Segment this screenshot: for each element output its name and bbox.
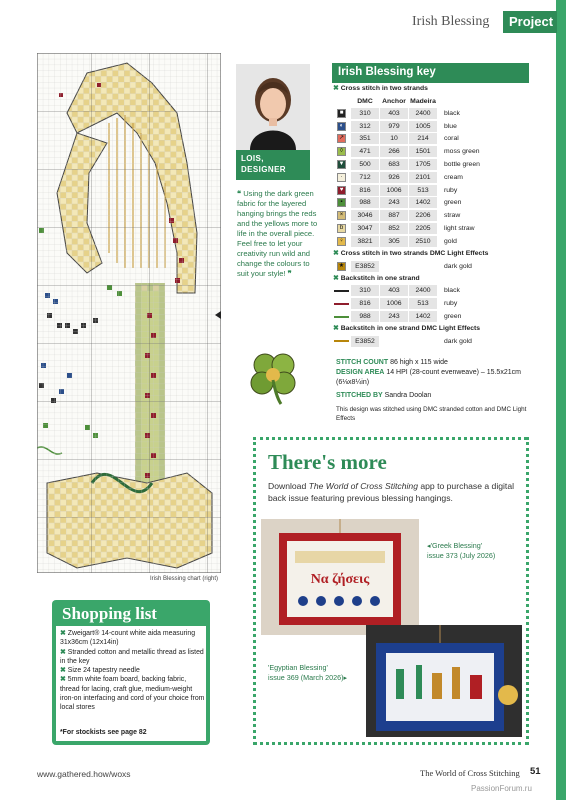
thread-symbol (332, 223, 351, 234)
anchor-code: 887 (380, 210, 408, 221)
dmc-code: 3046 (351, 210, 379, 221)
anchor-code: 10 (380, 133, 408, 144)
key-row (332, 222, 529, 235)
key-row (332, 285, 529, 298)
chart-caption: Irish Blessing chart (right) (150, 576, 219, 582)
anchor-code: 243 (380, 197, 408, 208)
thread-symbol (332, 108, 351, 119)
section-tag: Project (503, 11, 557, 33)
dmc-code: 988 (351, 311, 379, 322)
anchor-code: 926 (380, 172, 408, 183)
caption-arrow-icon: ▸ (343, 673, 348, 682)
cross-icon: ✖ (333, 274, 339, 282)
anchor-code: 403 (380, 285, 408, 296)
col-header-dmc: DMC (357, 97, 373, 105)
thread-symbol (332, 261, 351, 272)
more-box-border-bottom (253, 742, 529, 745)
greek-blessing-caption: ◂'Greek Blessing' issue 373 (July 2026) (427, 541, 496, 560)
thread-name: bottle green (444, 161, 480, 169)
key-row (332, 260, 529, 273)
thread-symbol (332, 133, 351, 144)
dmc-code: 500 (351, 159, 379, 170)
madeira-code: 513 (409, 298, 437, 309)
page-number: 51 (530, 766, 541, 777)
anchor-code: 266 (380, 146, 408, 157)
designer-label (236, 150, 310, 180)
key-section-heading: ✖ Backstitch in one strand DMC Light Effects (333, 324, 481, 332)
backstitch-line-icon (334, 303, 349, 305)
backstitch-line-icon (334, 340, 349, 342)
anchor-code: 243 (380, 311, 408, 322)
madeira-code: 1501 (409, 146, 437, 157)
thread-name: dark gold (444, 262, 472, 270)
anchor-code: 1006 (380, 185, 408, 196)
shopping-item-text: Stranded cotton and metallic thread as listed in the key (60, 648, 204, 665)
symbol-swatch-icon: ♥ (337, 186, 346, 195)
madeira-code: 2400 (409, 108, 437, 119)
symbol-swatch-icon: ▪ (337, 198, 346, 207)
key-column-headers (332, 95, 529, 107)
backstitch-line-icon (334, 316, 349, 318)
key-row (332, 235, 529, 248)
thread-symbol (332, 285, 351, 296)
key-row (332, 158, 529, 171)
thread-symbol (332, 210, 351, 221)
madeira-code: 1705 (409, 159, 437, 170)
egyptian-blessing-caption: 'Egyptian Blessing' issue 369 (March 2026)▸ (268, 663, 348, 682)
shamrock-stitched-image (245, 348, 301, 406)
thread-symbol (332, 121, 351, 132)
more-box-border-right (526, 437, 529, 745)
dmc-code: 310 (351, 108, 379, 119)
chart-centre-arrow-icon (215, 311, 221, 319)
key-row (332, 171, 529, 184)
anchor-code: 305 (380, 236, 408, 247)
thread-symbol (332, 236, 351, 247)
symbol-swatch-icon: ■ (337, 109, 346, 118)
stitch-count: STITCH COUNT 86 high x 115 wide (336, 359, 448, 366)
cross-stitch-chart (37, 53, 221, 573)
dmc-code: 988 (351, 197, 379, 208)
thread-name: light straw (444, 225, 475, 233)
key-row (332, 310, 529, 323)
dmc-code: 3821 (351, 236, 379, 247)
thread-key (332, 83, 529, 348)
anchor-code: 1006 (380, 298, 408, 309)
designer-name: LOIS, (241, 154, 264, 163)
shopping-list-item (60, 648, 206, 667)
dmc-code: 712 (351, 172, 379, 183)
shopping-list-items (60, 629, 206, 713)
shopping-list-title: Shopping list (62, 604, 157, 623)
greek-blessing-photo (261, 519, 419, 635)
thread-name: black (444, 109, 460, 117)
dmc-code: 3047 (351, 223, 379, 234)
backstitch-line-icon (334, 290, 349, 292)
symbol-swatch-icon: ♀ (337, 237, 346, 246)
thread-name: ruby (444, 186, 458, 194)
shopping-list-item (60, 666, 206, 675)
thread-name: ruby (444, 300, 458, 308)
symbol-swatch-icon: ↗ (338, 135, 345, 142)
madeira-code: 214 (409, 133, 437, 144)
key-row (332, 145, 529, 158)
key-row (332, 335, 529, 348)
thread-symbol (332, 298, 351, 309)
page-edge-stripe (556, 0, 566, 800)
shopping-list-item (60, 629, 206, 648)
key-row (332, 297, 529, 310)
madeira-code: 2101 (409, 172, 437, 183)
symbol-swatch-icon: × (337, 211, 346, 220)
thread-name: black (444, 287, 460, 295)
symbol-swatch-icon: · (337, 173, 346, 182)
thread-symbol (332, 336, 351, 347)
dmc-code: E3852 (351, 261, 379, 272)
madeira-code: 2205 (409, 223, 437, 234)
footer-magazine: The World of Cross Stitching (420, 768, 520, 778)
cross-icon: ✖ (60, 648, 66, 656)
symbol-swatch-icon: ▼ (338, 161, 345, 168)
madeira-code: 2400 (409, 285, 437, 296)
more-text: Download The World of Cross Stitching app to purchase a digital back issue featuring previous blessing hangings. (268, 481, 515, 503)
close-quote-icon: ❞ (285, 269, 292, 278)
key-title: Irish Blessing key (332, 63, 529, 83)
thread-symbol (332, 197, 351, 208)
caption-arrow-icon: ◂ (427, 541, 431, 550)
dmc-code: 471 (351, 146, 379, 157)
madeira-code: 2206 (409, 210, 437, 221)
key-section-heading: ✖ Backstitch in one strand (333, 274, 420, 282)
anchor-code: 683 (380, 159, 408, 170)
shopping-item-text: Size 24 tapestry needle (67, 667, 140, 675)
madeira-code: 513 (409, 185, 437, 196)
thread-name: coral (444, 135, 459, 143)
dmc-code: E3852 (351, 336, 379, 347)
designer-quote-text: Using the dark green fabric for the layered hanging brings the reds and the yellows more to life in the overall piece. Feel free to let your creativity run wild and change the colours to suit your style! (237, 189, 318, 278)
open-quote-icon: ❝ (237, 189, 244, 198)
svg-text:Να ζήσεις: Να ζήσεις (310, 572, 370, 587)
cross-icon: ✖ (333, 85, 339, 92)
stockists-note: *For stockists see page 82 (60, 729, 147, 736)
symbol-swatch-icon: ★ (338, 262, 345, 269)
dmc-code: 816 (351, 185, 379, 196)
thread-symbol (332, 146, 351, 157)
pattern-details (336, 358, 536, 423)
thread-name: blue (444, 122, 457, 130)
shopping-item-text: 5mm white foam board, backing fabric, thread for lacing, craft glue, medium-weight iron-on interfacing and cord of your choice from local stores (60, 676, 205, 712)
thread-name: dark gold (444, 337, 472, 345)
madeira-code: 1005 (409, 121, 437, 132)
thread-symbol (332, 159, 351, 170)
thread-symbol (332, 311, 351, 322)
watermark: PassionForum.ru (471, 784, 532, 793)
madeira-code: 1402 (409, 197, 437, 208)
dmc-code: 312 (351, 121, 379, 132)
designer-quote (237, 189, 319, 279)
cross-icon: ✖ (60, 630, 66, 637)
key-section-heading: ✖ Cross stitch in two strands DMC Light Effects (333, 249, 489, 257)
dmc-code: 816 (351, 298, 379, 309)
shopping-list-item (60, 675, 206, 712)
thread-symbol (332, 172, 351, 183)
key-row (332, 107, 529, 120)
thread-name: green (444, 313, 462, 321)
stitched-by: STITCHED BY Sandra Doolan (336, 392, 432, 399)
anchor-code: 852 (380, 223, 408, 234)
thread-name: cream (444, 173, 463, 181)
key-row (332, 120, 529, 133)
section-title: Irish Blessing (412, 14, 490, 29)
cross-icon: ✖ (60, 667, 66, 675)
col-header-anchor: Anchor (382, 97, 406, 105)
thread-name: gold (444, 237, 457, 245)
designer-photo (236, 64, 310, 150)
more-title: There's more (268, 450, 387, 474)
key-section-heading: ✖ Cross stitch in two strands (333, 85, 428, 92)
col-header-madeira: Madeira (410, 97, 436, 105)
thread-name: moss green (444, 148, 480, 156)
key-row (332, 209, 529, 222)
key-row (332, 184, 529, 197)
thread-name: green (444, 199, 462, 207)
anchor-code: 403 (380, 108, 408, 119)
design-area: DESIGN AREA 14 HPI (28-count evenweave) – 15.5x21cm (6⅛x8¼in) (336, 369, 521, 386)
symbol-swatch-icon: ◐ (337, 122, 346, 131)
shopping-item-text: Zweigart® 14-count white aida measuring 31x36cm (12x14in) (60, 630, 196, 647)
egyptian-blessing-photo (366, 625, 522, 737)
dmc-code: 351 (351, 133, 379, 144)
madeira-code: 2510 (409, 236, 437, 247)
cross-icon: ✖ (333, 324, 339, 332)
symbol-swatch-icon: b (337, 224, 346, 233)
dmc-code: 310 (351, 285, 379, 296)
footer-url[interactable]: www.gathered.how/woxs (37, 769, 131, 779)
cross-icon: ✖ (60, 676, 66, 684)
anchor-code: 979 (380, 121, 408, 132)
key-row (332, 133, 529, 146)
thread-name: straw (444, 212, 461, 220)
cross-icon: ✖ (333, 249, 339, 257)
key-row (332, 197, 529, 210)
symbol-swatch-icon: ◊ (337, 147, 346, 156)
madeira-code: 1402 (409, 311, 437, 322)
thread-symbol (332, 185, 351, 196)
designer-role: DESIGNER (241, 165, 286, 174)
materials-note: This design was stitched using DMC stranded cotton and DMC Light Effects (336, 406, 527, 422)
